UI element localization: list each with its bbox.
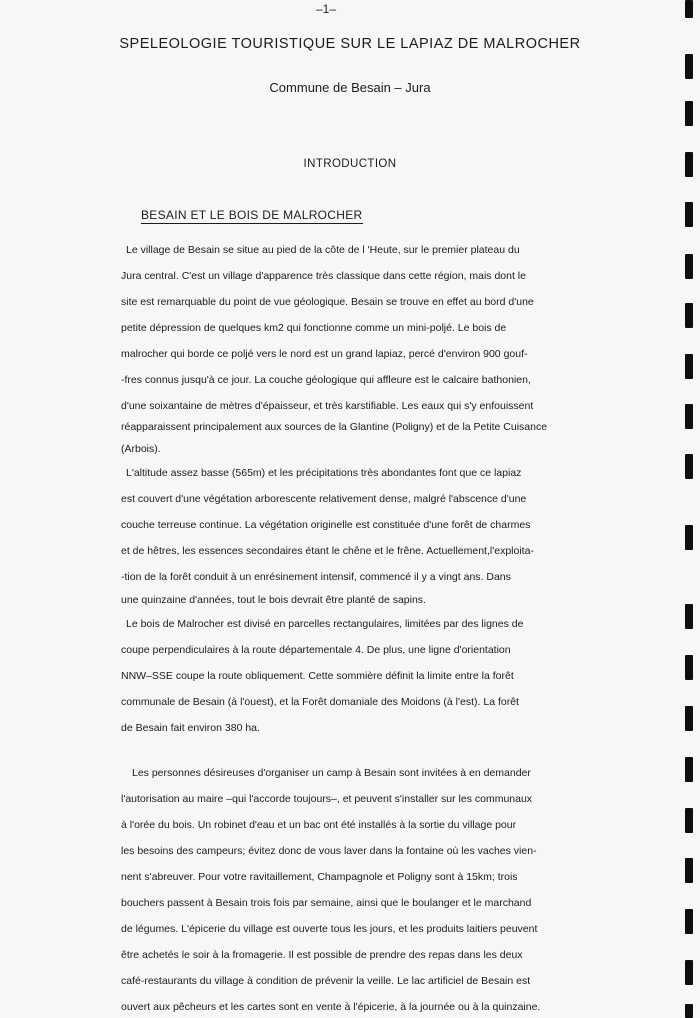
edge-mark [685, 202, 693, 227]
document-title: SPELEOLOGIE TOURISTIQUE SUR LE LAPIAZ DE MALROCHER [119, 36, 581, 52]
edge-mark [685, 525, 693, 550]
page-number: –1– [316, 2, 337, 16]
edge-mark [685, 808, 693, 833]
edge-mark [685, 858, 693, 883]
text-line: Le village de Besain se situe au pied de la côte de l 'Heute, sur le premier plateau du [126, 244, 520, 256]
text-line: ouvert aux pêcheurs et les cartes sont en vente à l'épicerie, à la journée ou à la quinzaine. [121, 1001, 541, 1013]
text-line: communale de Besain (à l'ouest), et la Forêt domaniale des Moidons (à l'est). La forêt [121, 696, 519, 708]
text-line: nent s'abreuver. Pour votre ravitaillement, Champagnole et Poligny sont à 15km; trois [121, 871, 518, 883]
edge-mark [685, 604, 693, 629]
text-line: petite dépression de quelques km2 qui fonctionne comme un mini-poljé. Le bois de [121, 322, 507, 334]
text-line: Jura central. C'est un village d'apparence très classique dans cette région, mais dont le [121, 270, 526, 282]
edge-mark [685, 960, 693, 985]
text-line: -fres connus jusqu'à ce jour. La couche géologique qui affleure est le calcaire bathonien, [121, 374, 531, 386]
text-line: malrocher qui borde ce poljé vers le nord est un grand lapiaz, percé d'environ 900 gouf- [121, 348, 528, 360]
edge-mark [685, 152, 693, 177]
edge-mark [685, 54, 693, 79]
text-line: -tion de la forêt conduit à un enrésinement intensif, commencé il y a vingt ans. Dans [121, 571, 511, 583]
text-line: est couvert d'une végétation arborescente relativement dense, malgré l'abscence d'une [121, 493, 527, 505]
text-line: Le bois de Malrocher est divisé en parcelles rectangulaires, limitées par des lignes de [126, 618, 524, 630]
document-subtitle: Commune de Besain – Jura [269, 80, 431, 95]
edge-mark [685, 0, 693, 18]
edge-mark [685, 909, 693, 934]
text-line: NNW–SSE coupe la route obliquement. Cette sommière définit la limite entre la forêt [121, 670, 514, 682]
text-line: réapparaissent principalement aux sources de la Glantine (Poligny) et de la Petite Cuisance [121, 421, 548, 433]
edge-mark [685, 1004, 693, 1018]
text-line: coupe perpendiculaires à la route départementale 4. De plus, une ligne d'orientation [121, 644, 511, 656]
edge-mark [685, 454, 693, 479]
text-line: site est remarquable du point de vue géologique. Besain se trouve en effet au bord d'une [121, 296, 534, 308]
text-line: café-restaurants du village à condition de prévenir la veille. Le lac artificiel de Besain est [121, 975, 531, 987]
scan-edge-marks [683, 0, 700, 1018]
edge-mark [685, 706, 693, 731]
edge-mark [685, 404, 693, 429]
text-line: une quinzaine d'années, tout le bois devrait être planté de sapins. [121, 594, 426, 606]
text-line: les besoins des campeurs; évitez donc de vous laver dans la fontaine où les vaches vien- [121, 845, 537, 857]
text-line: couche terreuse continue. La végétation originelle est constituée d'une forêt de charmes [121, 519, 531, 531]
section-title: BESAIN ET LE BOIS DE MALROCHER [141, 208, 363, 222]
text-line: Les personnes désireuses d'organiser un camp à Besain sont invitées à en demander [132, 767, 531, 779]
edge-mark [685, 354, 693, 379]
text-line: (Arbois). [121, 443, 161, 455]
text-line: l'autorisation au maire –qui l'accorde toujours–, et peuvent s'installer sur les communaux [121, 793, 533, 805]
text-line: être achetés le soir à la fromagerie. Il est possible de prendre des repas dans les deux [121, 949, 523, 961]
edge-mark [685, 757, 693, 782]
text-line: L'altitude assez basse (565m) et les précipitations très abondantes font que ce lapiaz [126, 467, 522, 479]
edge-mark [685, 254, 693, 279]
text-line: bouchers passent à Besain trois fois par semaine, ainsi que le boulanger et le marchand [121, 897, 532, 909]
text-line: d'une soixantaine de mètres d'épaisseur, et très karstifiable. Les eaux qui s'y enfouissent [121, 400, 534, 412]
edge-mark [685, 101, 693, 126]
edge-mark [685, 655, 693, 680]
edge-mark [685, 303, 693, 328]
text-line: de Besain fait environ 380 ha. [121, 722, 260, 734]
introduction-heading: INTRODUCTION [303, 158, 397, 170]
text-line: à l'orée du bois. Un robinet d'eau et un bac ont été installés à la sortie du village pour [121, 819, 517, 831]
text-line: et de hêtres, les essences secondaires étant le chêne et le frêne. Actuellement,l'exploita- [121, 545, 534, 557]
text-line: de légumes. L'épicerie du village est ouverte tous les jours, et les produits laitiers peuvent [121, 923, 538, 935]
